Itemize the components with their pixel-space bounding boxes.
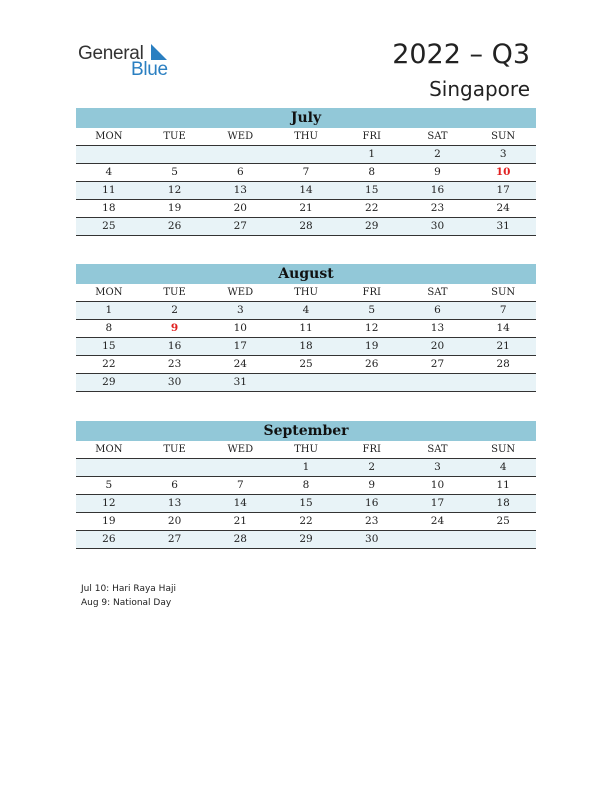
weekday-label: WED (227, 131, 254, 142)
day-cell (207, 459, 273, 476)
month-title: September (76, 421, 536, 441)
day-cell: 22 (365, 202, 379, 214)
day-cell: 29 (365, 220, 379, 232)
day-cell: 28 (496, 358, 510, 370)
day-cell (405, 374, 471, 391)
day-cell: 21 (233, 515, 247, 527)
day-cell: 5 (368, 304, 376, 316)
weekday-label: WED (227, 287, 254, 298)
day-cell: 2 (368, 461, 376, 473)
weekday-header (76, 441, 536, 459)
day-cell: 25 (299, 358, 313, 370)
day-cell: 7 (499, 304, 507, 316)
holiday-note: Jul 10: Hari Raya Haji (81, 584, 176, 594)
weekday-label: FRI (362, 131, 381, 142)
weekday-label: FRI (362, 444, 381, 455)
weekday-header (76, 284, 536, 302)
day-cell: 26 (167, 220, 182, 232)
weekday-label: MON (95, 444, 123, 455)
weekday-label: WED (227, 444, 254, 455)
month-title: August (76, 264, 536, 284)
day-cell: 17 (430, 497, 445, 509)
holiday-notes (81, 582, 176, 610)
logo-blue-text: Blue (131, 59, 168, 80)
day-cell: 1 (105, 304, 113, 316)
weekday-header (76, 128, 536, 146)
day-cell: 8 (302, 479, 310, 491)
day-cell: 2 (171, 304, 178, 316)
day-cell: 5 (105, 479, 113, 491)
day-cell: 13 (233, 184, 247, 196)
day-cell (76, 459, 142, 476)
day-cell: 7 (236, 479, 244, 491)
weekday-label: TUE (163, 444, 186, 455)
month-july (76, 108, 536, 236)
day-cell (339, 374, 405, 391)
weekday-label: THU (294, 131, 318, 142)
day-cell: 18 (102, 202, 116, 214)
country-title: Singapore (429, 77, 530, 101)
week-row (76, 200, 536, 218)
day-cell: 22 (102, 358, 116, 370)
day-cell: 9 (368, 479, 376, 491)
day-cell: 26 (102, 533, 116, 545)
day-cell: 26 (365, 358, 379, 370)
day-cell: 11 (496, 479, 510, 491)
week-row (76, 531, 536, 549)
day-cell: 2 (434, 148, 441, 160)
day-cell: 1 (368, 148, 376, 160)
week-row (76, 146, 536, 164)
day-cell: 15 (365, 184, 379, 196)
day-cell: 31 (496, 220, 510, 232)
day-cell: 19 (167, 202, 182, 214)
weekday-label: SUN (491, 131, 516, 142)
day-cell: 9 (170, 322, 179, 334)
day-cell (273, 374, 339, 391)
day-cell (470, 531, 536, 548)
period-title: 2022 – Q3 (392, 39, 530, 70)
week-row (76, 495, 536, 513)
week-row (76, 164, 536, 182)
day-cell: 29 (102, 376, 116, 388)
day-cell: 28 (233, 533, 247, 545)
weekday-label: FRI (362, 287, 381, 298)
day-cell: 25 (496, 515, 510, 527)
day-cell: 16 (365, 497, 379, 509)
day-cell: 20 (167, 515, 182, 527)
day-cell: 23 (167, 358, 182, 370)
day-cell: 13 (430, 322, 445, 334)
day-cell: 27 (430, 358, 445, 370)
weekday-label: MON (95, 287, 123, 298)
day-cell: 27 (233, 220, 247, 232)
day-cell: 31 (233, 376, 247, 388)
day-cell: 16 (167, 340, 182, 352)
day-cell: 17 (233, 340, 247, 352)
day-cell: 28 (299, 220, 313, 232)
day-cell: 7 (302, 166, 310, 178)
day-cell: 30 (430, 220, 445, 232)
day-cell: 25 (102, 220, 116, 232)
generalblue-logo (78, 40, 178, 80)
day-cell: 10 (495, 166, 511, 178)
logo-general-text: General (78, 43, 144, 64)
day-cell: 16 (430, 184, 445, 196)
day-cell: 3 (499, 148, 507, 160)
day-cell: 4 (499, 461, 507, 473)
month-september (76, 421, 536, 549)
day-cell: 24 (430, 515, 445, 527)
day-cell: 30 (365, 533, 379, 545)
day-cell: 21 (496, 340, 510, 352)
day-cell: 20 (430, 340, 445, 352)
day-cell: 6 (434, 304, 441, 316)
day-cell: 19 (102, 515, 116, 527)
day-cell: 29 (299, 533, 313, 545)
day-cell: 8 (105, 322, 113, 334)
day-cell: 14 (233, 497, 247, 509)
day-cell: 12 (365, 322, 379, 334)
day-cell (470, 374, 536, 391)
day-cell: 15 (102, 340, 116, 352)
weekday-label: SAT (427, 444, 448, 455)
day-cell: 18 (496, 497, 510, 509)
weekday-label: TUE (163, 287, 186, 298)
day-cell: 13 (167, 497, 182, 509)
day-cell: 18 (299, 340, 313, 352)
day-cell: 23 (430, 202, 445, 214)
week-row (76, 459, 536, 477)
day-cell: 12 (167, 184, 182, 196)
day-cell: 4 (105, 166, 113, 178)
day-cell: 24 (233, 358, 247, 370)
day-cell (273, 146, 339, 163)
weekday-label: SUN (491, 444, 516, 455)
weekday-label: SAT (427, 287, 448, 298)
day-cell (142, 459, 208, 476)
day-cell: 10 (430, 479, 445, 491)
holiday-note: Aug 9: National Day (81, 598, 172, 608)
weekday-label: MON (95, 131, 123, 142)
week-row (76, 477, 536, 495)
weekday-label: THU (294, 287, 318, 298)
day-cell: 30 (167, 376, 182, 388)
day-cell: 3 (236, 304, 244, 316)
day-cell: 6 (171, 479, 178, 491)
day-cell: 11 (102, 184, 116, 196)
day-cell: 21 (299, 202, 313, 214)
day-cell: 4 (302, 304, 310, 316)
day-cell: 24 (496, 202, 510, 214)
day-cell: 10 (233, 322, 247, 334)
page-heading (392, 38, 530, 104)
month-august (76, 264, 536, 392)
day-cell: 5 (171, 166, 178, 178)
day-cell: 11 (299, 322, 313, 334)
day-cell: 1 (302, 461, 310, 473)
weekday-label: SUN (491, 287, 516, 298)
day-cell: 9 (434, 166, 441, 178)
day-cell: 17 (496, 184, 510, 196)
day-cell: 19 (365, 340, 379, 352)
day-cell: 14 (496, 322, 510, 334)
day-cell (76, 146, 142, 163)
week-row (76, 356, 536, 374)
day-cell (142, 146, 208, 163)
week-row (76, 374, 536, 392)
week-row (76, 513, 536, 531)
day-cell: 6 (236, 166, 244, 178)
day-cell (207, 146, 273, 163)
weekday-label: TUE (163, 131, 186, 142)
day-cell: 14 (299, 184, 313, 196)
day-cell: 22 (299, 515, 313, 527)
month-title: July (76, 108, 536, 128)
day-cell: 20 (233, 202, 247, 214)
day-cell: 3 (434, 461, 441, 473)
weekday-label: SAT (427, 131, 448, 142)
day-cell: 27 (167, 533, 182, 545)
week-row (76, 218, 536, 236)
day-cell: 12 (102, 497, 116, 509)
week-row (76, 338, 536, 356)
week-row (76, 182, 536, 200)
week-row (76, 302, 536, 320)
week-row (76, 320, 536, 338)
day-cell: 23 (365, 515, 379, 527)
day-cell (405, 531, 471, 548)
weekday-label: THU (294, 444, 318, 455)
day-cell: 15 (299, 497, 313, 509)
day-cell: 8 (368, 166, 376, 178)
